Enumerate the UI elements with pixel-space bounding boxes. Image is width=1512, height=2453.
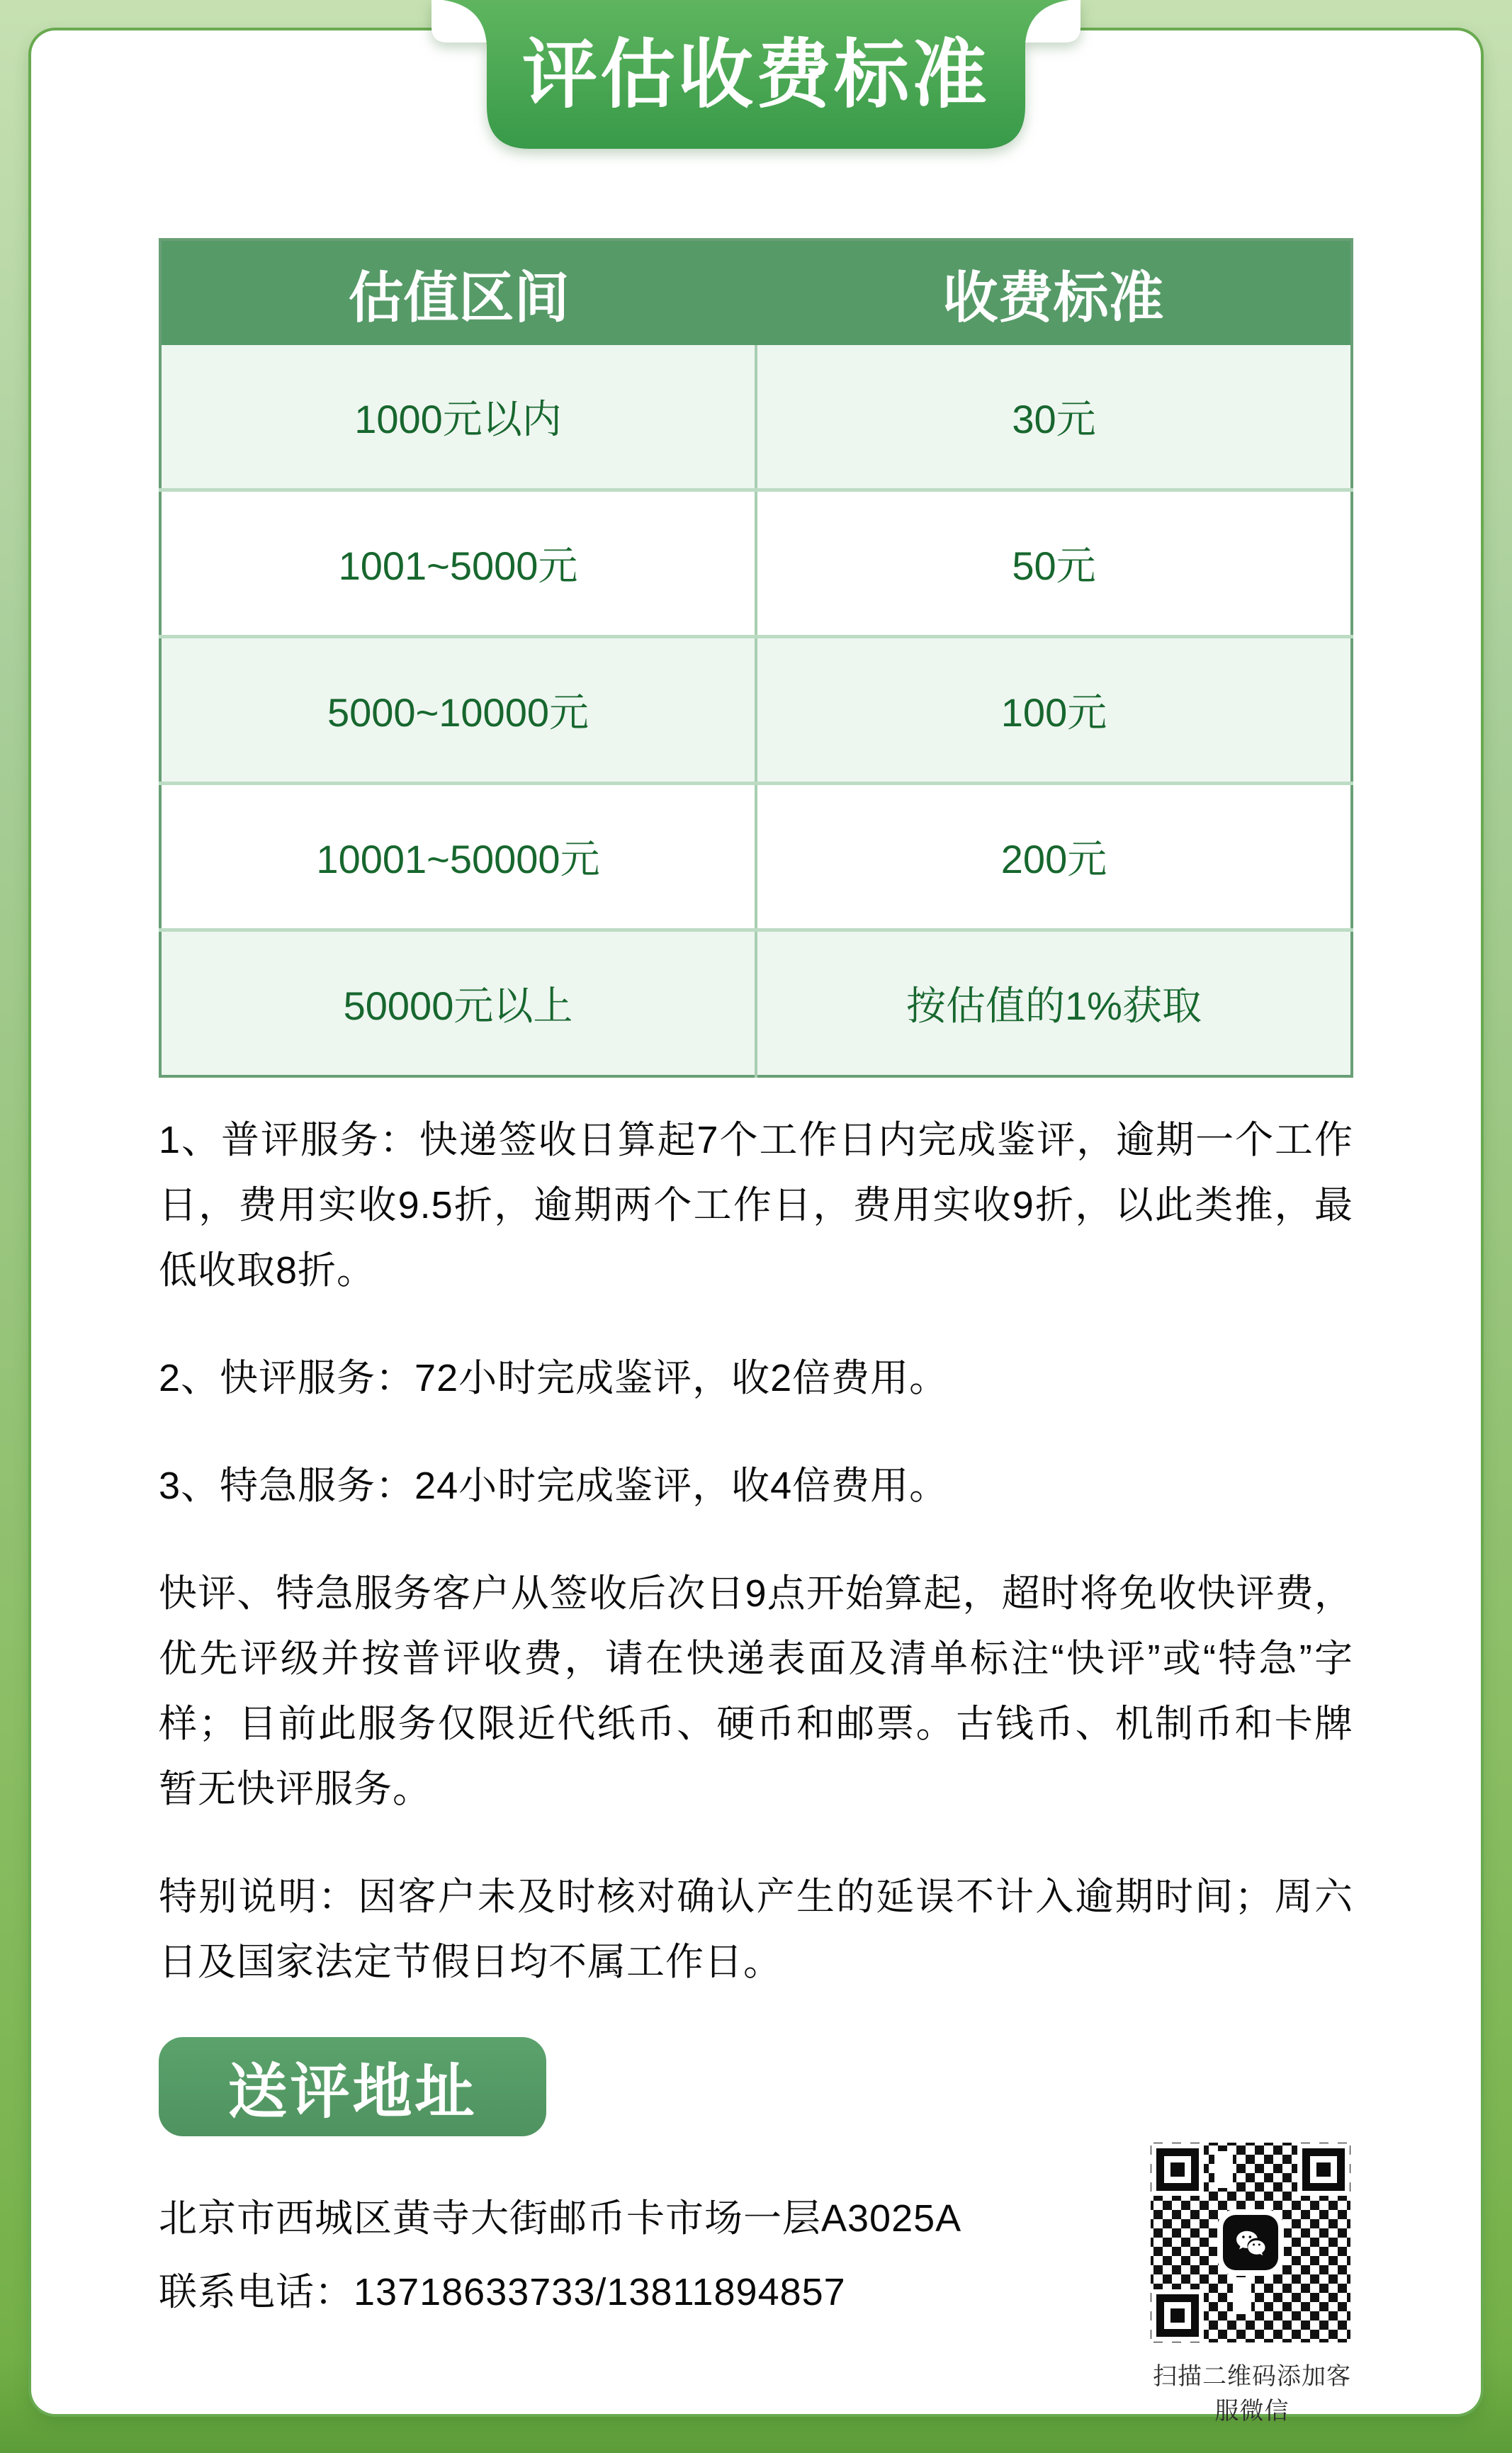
address-section-badge: 送评地址 xyxy=(159,2037,546,2136)
note-paragraph-3: 3、特急服务：24小时完成鉴评，收4倍费用。 xyxy=(159,1465,949,1507)
qr-texture xyxy=(1214,2151,1233,2188)
table-row xyxy=(160,930,1352,1077)
wechat-icon xyxy=(1223,2215,1278,2270)
fee-cell: 200元 xyxy=(756,784,1352,930)
qr-finder-top-right xyxy=(1302,2148,1345,2191)
range-cell: 1001~5000元 xyxy=(160,490,756,637)
title-ribbon xyxy=(430,0,1082,164)
card-content xyxy=(31,30,1481,2426)
phone-text: 联系电话：13718633733/13811894857 xyxy=(159,2271,846,2313)
note-paragraph-1: 1、普评服务：快递签收日算起7个工作日内完成鉴评，逾期一个工作日，费用实收9.5折，逾期两个工作日，费用实收9折，以此类推，最低收取8折。 xyxy=(159,1119,1353,1292)
range-cell: 1000元以内 xyxy=(160,345,756,490)
qr-caption: 扫描二维码添加客服微信 xyxy=(1153,2363,1351,2425)
page-title: 评估收费标准 xyxy=(522,33,990,117)
note-paragraph-4: 快评、特急服务客户从签收后次日9点开始算起，超时将免收快评费，优先评级并按普评收费，请在快递表面及清单标注“快评”或“特急”字样；目前此服务仅限近代纸币、硬币和邮票。古钱币、机制币和卡牌暂无快评服务。 xyxy=(159,1572,1353,1810)
note-paragraph-2: 2、快评服务：72小时完成鉴评，收2倍费用。 xyxy=(159,1357,949,1399)
address-block xyxy=(159,2037,961,2329)
fee-cell: 50元 xyxy=(756,490,1352,637)
fee-cell: 100元 xyxy=(756,637,1352,784)
range-cell: 50000元以上 xyxy=(160,930,756,1077)
fee-cell: 30元 xyxy=(756,345,1352,490)
table-header-row xyxy=(160,239,1352,345)
range-cell: 5000~10000元 xyxy=(160,637,756,784)
content-card xyxy=(31,30,1481,2425)
qr-block xyxy=(1151,2143,1353,2426)
range-cell: 10001~50000元 xyxy=(160,784,756,930)
fee-cell: 按估值的1%获取 xyxy=(756,930,1352,1077)
address-lines xyxy=(159,2182,961,2329)
service-notes xyxy=(159,1107,1353,1995)
footer-section xyxy=(159,2037,1353,2426)
column-header-fee: 收费标准 xyxy=(756,239,1352,345)
column-header-range: 估值区间 xyxy=(160,239,756,345)
address-text: 北京市西城区黄寺大街邮币卡市场一层A3025A xyxy=(159,2197,962,2240)
table-row xyxy=(160,490,1352,637)
table-row xyxy=(160,784,1352,930)
qr-finder-bottom-left xyxy=(1156,2294,1199,2337)
qr-code xyxy=(1151,2143,1350,2342)
qr-finder-top-left xyxy=(1156,2148,1199,2191)
qr-texture xyxy=(1233,2277,1251,2314)
note-paragraph-5: 特别说明：因客户未及时核对确认产生的延误不计入逾期时间；周六日及国家法定节假日均不属工作日。 xyxy=(159,1876,1353,1983)
table-row xyxy=(160,345,1352,490)
table-row xyxy=(160,637,1352,784)
fee-table xyxy=(159,238,1353,1078)
